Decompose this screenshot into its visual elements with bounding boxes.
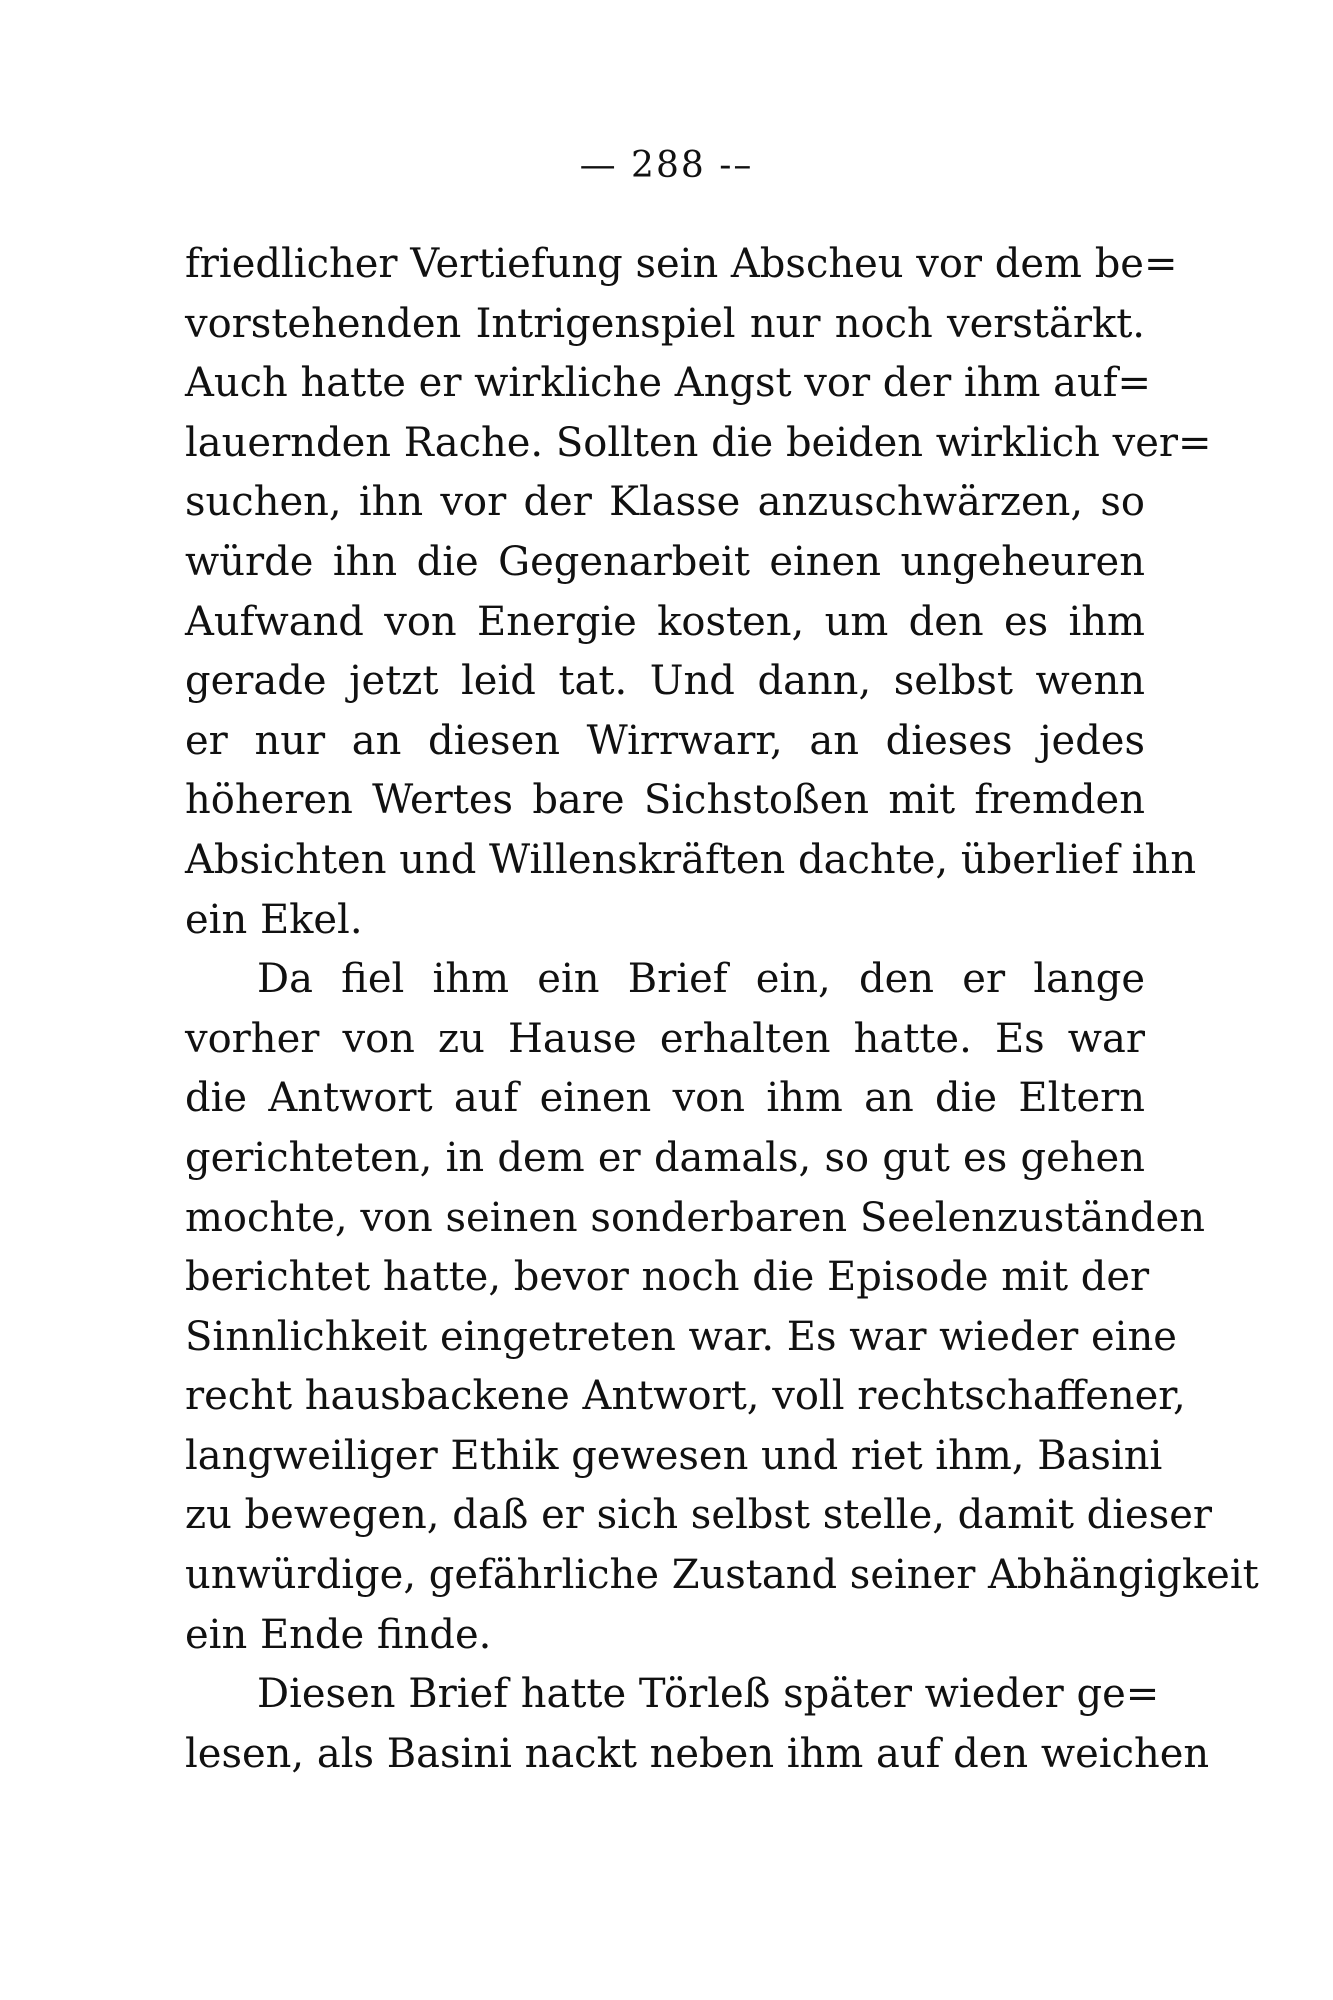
text-line: lesen, als Basini nackt neben ihm auf den weichen xyxy=(185,1730,1210,1777)
text-line: ein Ekel. xyxy=(185,896,363,943)
text-line: gerichteten, in dem er damals, so gut es gehen xyxy=(185,1134,1145,1181)
text-line: langweiliger Ethik gewesen und riet ihm, Basini xyxy=(185,1432,1163,1479)
text-line: zu bewegen, daß er sich selbst stelle, damit dieser xyxy=(185,1492,1213,1539)
paragraph xyxy=(185,235,1212,950)
text-line: ein Ende finde. xyxy=(185,1611,492,1658)
text-line: die Antwort auf einen von ihm an die Eltern xyxy=(185,1075,1145,1122)
text-line: recht hausbackene Antwort, voll rechtschaffener, xyxy=(185,1373,1186,1420)
paragraph xyxy=(185,1665,1210,1784)
text-line: Sinnlichkeit eingetreten war. Es war wieder eine xyxy=(185,1313,1177,1360)
text-line: würde ihn die Gegenarbeit einen ungeheuren xyxy=(185,538,1145,585)
text-line: berichtet hatte, bevor noch die Episode mit der xyxy=(185,1254,1150,1301)
text-line: suchen, ihn vor der Klasse anzuschwärzen, so xyxy=(185,479,1145,526)
body-text xyxy=(185,235,1259,1784)
text-line: höheren Wertes bare Sichstoßen mit fremden xyxy=(185,777,1145,824)
text-line: vorher von zu Hause erhalten hatte. Es war xyxy=(185,1015,1145,1062)
paragraph xyxy=(185,950,1259,1665)
text-line: Diesen Brief hatte Törleß später wieder ge= xyxy=(257,1671,1160,1718)
text-line: friedlicher Vertiefung sein Abscheu vor dem be= xyxy=(185,241,1178,287)
text-line: Auch hatte er wirkliche Angst vor der ihm auf= xyxy=(185,360,1152,407)
text-line: mochte, von seinen sonderbaren Seelenzuständen xyxy=(185,1194,1205,1241)
text-line: Aufwand von Energie kosten, um den es ihm xyxy=(185,598,1145,645)
text-line: er nur an diesen Wirrwarr, an dieses jedes xyxy=(185,717,1145,764)
page-number: — 288 -– xyxy=(579,145,754,186)
text-line: unwürdige, gefährliche Zustand seiner Abhängigkeit xyxy=(185,1552,1259,1599)
text-line: Da fiel ihm ein Brief ein, den er lange xyxy=(257,956,1145,1003)
text-line: gerade jetzt leid tat. Und dann, selbst wenn xyxy=(185,658,1145,705)
text-line: lauernden Rache. Sollten die beiden wirklich ver= xyxy=(185,419,1212,466)
text-line: Absichten und Willenskräften dachte, überlief ihn xyxy=(185,836,1197,883)
text-line: vorstehenden Intrigenspiel nur noch verstärkt. xyxy=(185,300,1145,347)
